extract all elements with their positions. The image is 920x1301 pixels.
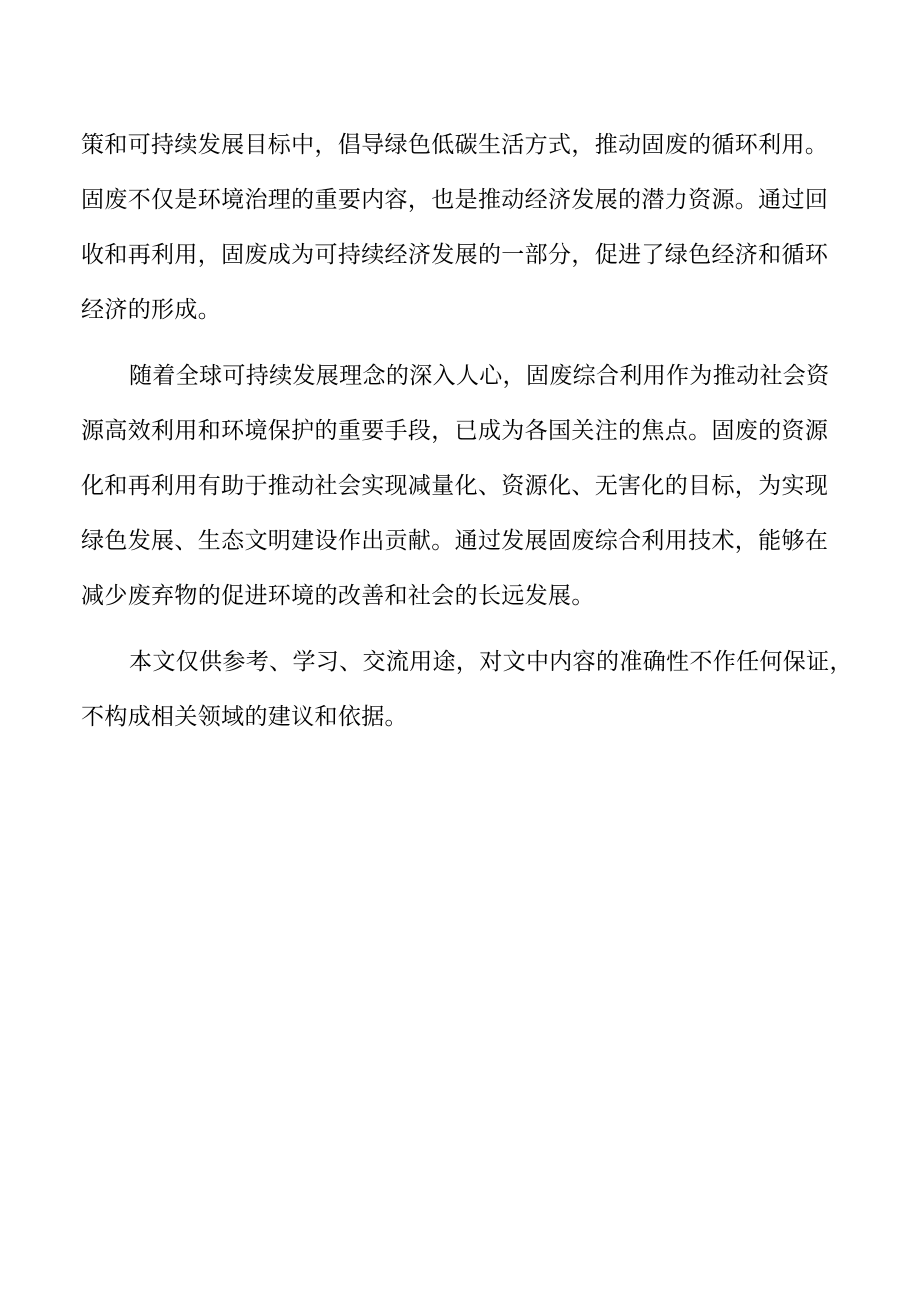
paragraph-line: 化和再利用有助于推动社会实现减量化、资源化、无害化的目标，为实现	[81, 473, 829, 499]
paragraph-sustainability-goals	[81, 118, 841, 338]
paragraph-line: 本文仅供参考、学习、交流用途，对文中内容的准确性不作任何保证，	[129, 649, 853, 675]
paragraph-line: 策和可持续发展目标中，倡导绿色低碳生活方式，推动固废的循环利用。	[81, 132, 829, 158]
paragraph-line: 固废不仅是环境治理的重要内容，也是推动经济发展的潜力资源。通过回	[81, 187, 829, 213]
paragraph-disclaimer	[81, 635, 853, 745]
paragraph-global-development	[81, 349, 841, 624]
paragraph-line: 减少废弃物的促进环境的改善和社会的长远发展。	[81, 583, 595, 609]
paragraph-line: 不构成相关领域的建议和依据。	[81, 704, 408, 730]
paragraph-line: 随着全球可持续发展理念的深入人心，固废综合利用作为推动社会资	[129, 363, 830, 389]
document-body	[81, 118, 853, 745]
paragraph-line: 经济的形成。	[81, 297, 222, 323]
paragraph-line: 收和再利用，固废成为可持续经济发展的一部分，促进了绿色经济和循环	[81, 242, 829, 268]
paragraph-line: 源高效利用和环境保护的重要手段，已成为各国关注的焦点。固废的资源	[81, 418, 829, 444]
paragraph-line: 绿色发展、生态文明建设作出贡献。通过发展固废综合利用技术，能够在	[81, 528, 829, 554]
